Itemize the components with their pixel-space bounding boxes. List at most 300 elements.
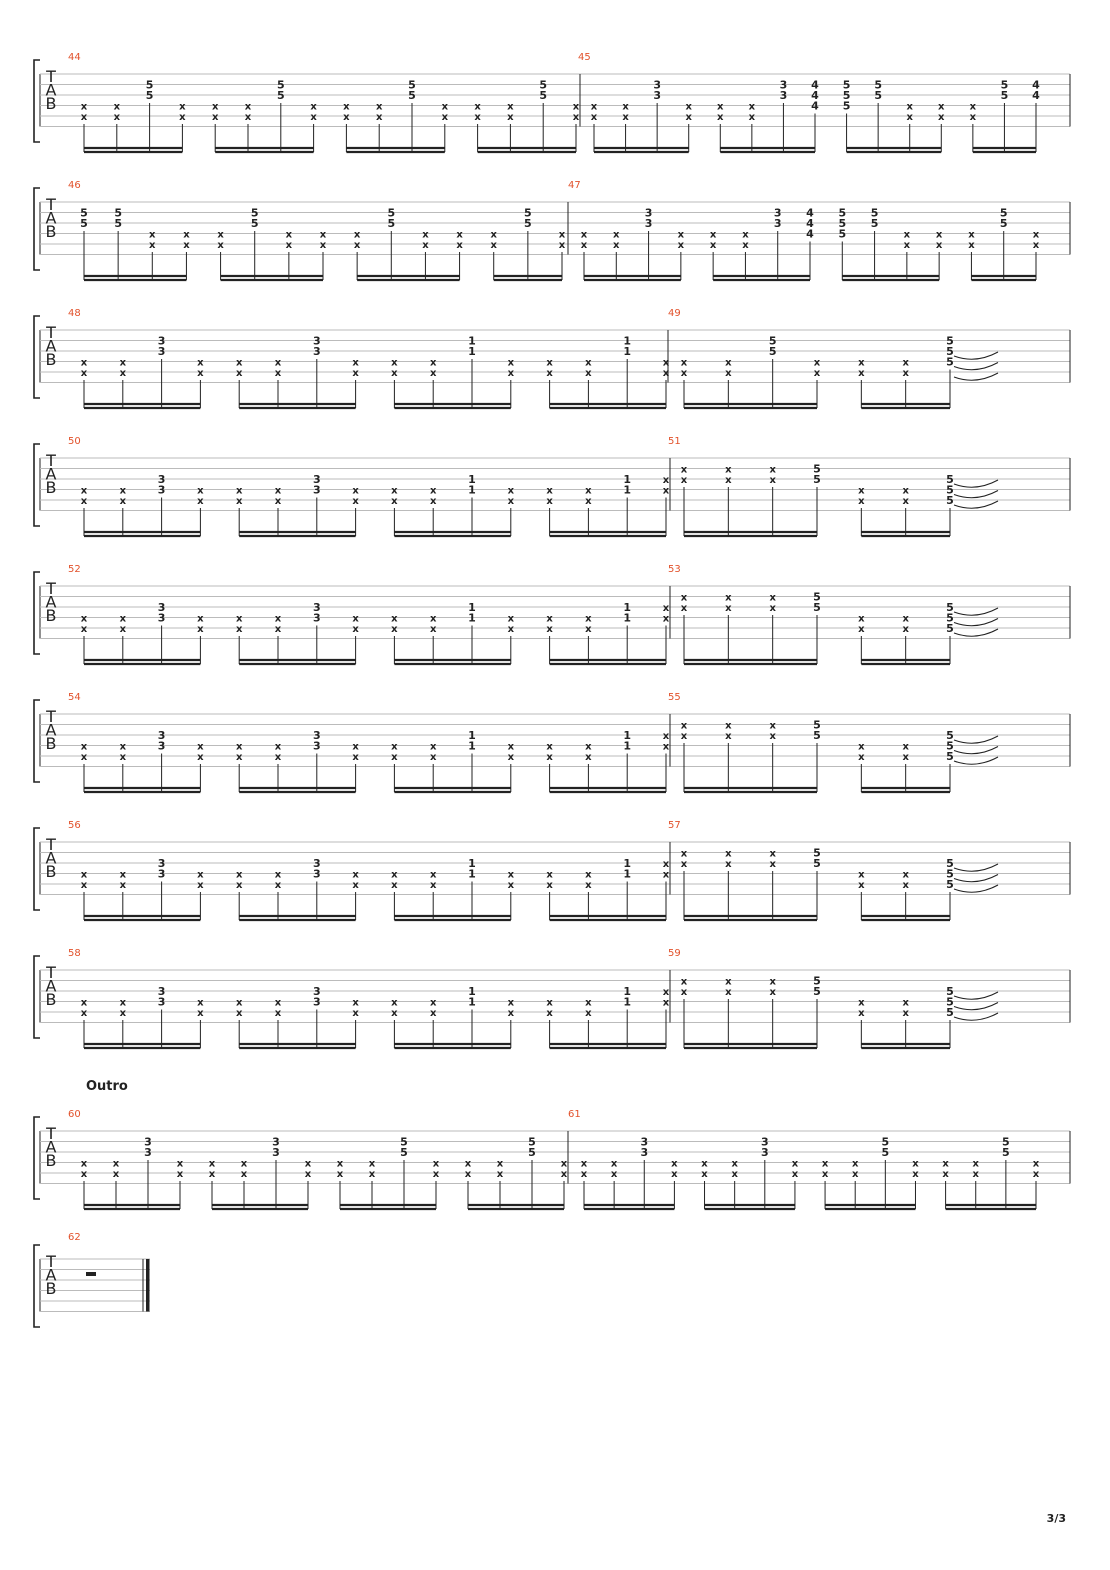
dead-note: x xyxy=(902,1008,909,1019)
fret-number: 5 xyxy=(408,78,416,92)
measure-number: 58 xyxy=(68,948,81,959)
dead-note: x xyxy=(662,475,670,486)
dead-note: x xyxy=(791,1158,799,1170)
dead-note: x xyxy=(546,613,553,625)
fret-number: 5 xyxy=(946,345,954,358)
dead-note: x xyxy=(585,496,592,507)
dead-note: x xyxy=(851,1169,859,1180)
dead-note: x xyxy=(80,368,88,379)
fret-number: 5 xyxy=(528,1146,536,1159)
tab-clef-letter: B xyxy=(45,350,57,369)
dead-note: x xyxy=(935,240,943,251)
dead-note: x xyxy=(235,613,243,625)
fret-number: 3 xyxy=(144,1146,152,1159)
fret-number: 5 xyxy=(250,206,259,220)
fret-number: 1 xyxy=(468,334,476,348)
dead-note: x xyxy=(725,976,732,988)
dead-note: x xyxy=(731,1169,738,1180)
dead-note: x xyxy=(769,976,776,988)
dead-note: x xyxy=(183,240,190,251)
dead-note: x xyxy=(391,880,398,891)
dead-note: x xyxy=(429,1008,437,1019)
dead-note: x xyxy=(769,475,776,486)
dead-note: x xyxy=(183,229,190,241)
dead-note: x xyxy=(585,1008,592,1019)
dead-note: x xyxy=(942,1169,949,1180)
dead-note: x xyxy=(217,229,224,241)
tab-clef-letter: A xyxy=(45,80,57,100)
fret-number: 5 xyxy=(946,622,954,635)
dead-note: x xyxy=(429,752,437,763)
fret-number: 3 xyxy=(779,78,788,92)
fret-number: 3 xyxy=(644,206,653,220)
dead-note: x xyxy=(903,229,911,241)
tab-clef-letter: A xyxy=(45,1265,57,1285)
system-bracket xyxy=(34,316,40,398)
dead-note: x xyxy=(244,101,252,113)
fret-number: 4 xyxy=(806,227,814,241)
dead-note: x xyxy=(560,1169,568,1180)
fret-number: 3 xyxy=(653,78,661,92)
dead-note: x xyxy=(80,869,88,881)
dead-note: x xyxy=(969,112,977,123)
dead-note: x xyxy=(662,997,670,1009)
fret-number: 1 xyxy=(623,867,632,881)
dead-note: x xyxy=(149,229,156,241)
system-bracket xyxy=(34,1117,40,1199)
dead-note: x xyxy=(352,496,359,507)
fret-number: 3 xyxy=(773,206,782,220)
fret-number: 1 xyxy=(623,739,632,753)
measure-number: 46 xyxy=(68,180,81,191)
fret-number: 3 xyxy=(312,611,321,625)
fret-number: 1 xyxy=(623,473,632,486)
dead-note: x xyxy=(80,752,88,763)
fret-number: 5 xyxy=(528,1135,536,1149)
dead-note: x xyxy=(352,869,359,881)
dead-note: x xyxy=(336,1158,344,1170)
tab-clef-letter: T xyxy=(46,707,56,726)
tab-clef-letter: B xyxy=(45,94,57,113)
dead-note: x xyxy=(558,229,566,241)
fret-number: 3 xyxy=(157,857,166,870)
dead-note: x xyxy=(622,112,629,123)
fret-number: 5 xyxy=(838,206,847,220)
dead-note: x xyxy=(662,859,670,870)
tab-systems xyxy=(34,52,1070,1327)
dead-note: x xyxy=(662,485,670,497)
dead-note: x xyxy=(119,880,127,891)
dead-note: x xyxy=(748,101,756,113)
dead-note: x xyxy=(375,112,383,123)
dead-note: x xyxy=(208,1158,216,1170)
dead-note: x xyxy=(546,485,553,497)
dead-note: x xyxy=(235,741,243,753)
dead-note: x xyxy=(902,613,909,625)
fret-number: 5 xyxy=(276,78,285,92)
fret-number: 3 xyxy=(312,483,321,497)
fret-number: 5 xyxy=(946,739,954,753)
dead-note: x xyxy=(590,112,598,123)
dead-note: x xyxy=(274,1008,282,1019)
dead-note: x xyxy=(456,229,463,241)
dead-note: x xyxy=(80,880,88,891)
dead-note: x xyxy=(352,357,359,369)
dead-note: x xyxy=(858,368,865,379)
let-ring-tie xyxy=(954,864,998,871)
dead-note: x xyxy=(113,101,121,113)
fret-number: 3 xyxy=(157,601,166,614)
tab-clef-letter: T xyxy=(46,195,56,214)
dead-note: x xyxy=(858,496,865,507)
dead-note: x xyxy=(80,1169,88,1180)
dead-note: x xyxy=(662,357,670,369)
measure-number: 56 xyxy=(68,820,81,831)
dead-note: x xyxy=(352,613,359,625)
dead-note: x xyxy=(274,485,282,497)
dead-note: x xyxy=(769,720,776,732)
fret-number: 5 xyxy=(1002,1135,1010,1149)
fret-number: 5 xyxy=(838,217,847,230)
fret-number: 5 xyxy=(813,718,821,732)
fret-number: 1 xyxy=(623,729,632,742)
fret-number: 5 xyxy=(881,1146,890,1159)
dead-note: x xyxy=(572,112,580,123)
dead-note: x xyxy=(725,464,732,476)
fret-number: 5 xyxy=(1000,89,1009,102)
fret-number: 5 xyxy=(874,89,882,102)
dead-note: x xyxy=(353,229,361,241)
dead-note: x xyxy=(310,112,317,123)
tab-clef-letter: T xyxy=(46,1124,56,1143)
fret-number: 1 xyxy=(623,611,632,625)
dead-note: x xyxy=(474,112,481,123)
dead-note: x xyxy=(680,368,688,379)
dead-note: x xyxy=(685,101,692,113)
fret-number: 5 xyxy=(400,1146,408,1159)
dead-note: x xyxy=(119,741,127,753)
fret-number: 1 xyxy=(468,345,476,358)
tab-clef-letter: A xyxy=(45,208,57,228)
dead-note: x xyxy=(968,240,975,251)
dead-note: x xyxy=(274,869,282,881)
dead-note: x xyxy=(662,368,670,379)
tab-clef-letter: A xyxy=(45,976,57,996)
dead-note: x xyxy=(429,624,437,635)
fret-number: 1 xyxy=(623,857,632,870)
dead-note: x xyxy=(149,240,156,251)
dead-note: x xyxy=(546,496,553,507)
dead-note: x xyxy=(851,1158,859,1170)
fret-number: 5 xyxy=(946,729,954,742)
dead-note: x xyxy=(677,240,685,251)
dead-note: x xyxy=(274,752,282,763)
fret-number: 3 xyxy=(157,985,166,998)
fret-number: 1 xyxy=(623,345,632,358)
let-ring-tie xyxy=(954,501,998,508)
dead-note: x xyxy=(585,741,592,753)
fret-number: 5 xyxy=(870,217,879,230)
fret-number: 5 xyxy=(946,611,954,625)
dead-note: x xyxy=(858,880,865,891)
tab-system xyxy=(34,948,1070,1048)
dead-note: x xyxy=(1032,1169,1040,1180)
dead-note: x xyxy=(310,101,317,113)
dead-note: x xyxy=(725,848,732,860)
dead-note: x xyxy=(671,1169,678,1180)
dead-note: x xyxy=(235,1008,243,1019)
dead-note: x xyxy=(585,880,592,891)
dead-note: x xyxy=(902,752,909,763)
dead-note: x xyxy=(285,240,293,251)
dead-note: x xyxy=(858,752,865,763)
dead-note: x xyxy=(352,997,359,1009)
dead-note: x xyxy=(585,869,592,881)
fret-number: 3 xyxy=(653,89,661,102)
dead-note: x xyxy=(680,976,688,988)
fret-number: 5 xyxy=(881,1135,890,1149)
dead-note: x xyxy=(507,496,515,507)
dead-note: x xyxy=(507,752,515,763)
let-ring-tie xyxy=(954,1003,998,1010)
dead-note: x xyxy=(507,880,515,891)
dead-note: x xyxy=(429,357,437,369)
dead-note: x xyxy=(80,357,88,369)
dead-note: x xyxy=(1032,229,1040,241)
tab-clef-letter: B xyxy=(45,606,57,625)
dead-note: x xyxy=(902,869,909,881)
dead-note: x xyxy=(572,101,580,113)
dead-note: x xyxy=(197,496,204,507)
dead-note: x xyxy=(197,368,204,379)
dead-note: x xyxy=(179,112,186,123)
dead-note: x xyxy=(235,357,243,369)
dead-note: x xyxy=(580,1158,588,1170)
dead-note: x xyxy=(490,229,497,241)
fret-number: 5 xyxy=(400,1135,408,1149)
dead-note: x xyxy=(748,112,756,123)
dead-note: x xyxy=(742,240,749,251)
fret-number: 3 xyxy=(312,867,321,881)
dead-note: x xyxy=(456,240,463,251)
dead-note: x xyxy=(613,240,620,251)
dead-note: x xyxy=(391,368,398,379)
dead-note: x xyxy=(285,229,293,241)
dead-note: x xyxy=(80,1158,88,1170)
fret-number: 5 xyxy=(387,206,396,220)
dead-note: x xyxy=(622,101,629,113)
dead-note: x xyxy=(391,485,398,497)
fret-number: 5 xyxy=(946,878,954,891)
dead-note: x xyxy=(507,997,515,1009)
dead-note: x xyxy=(546,752,553,763)
dead-note: x xyxy=(680,848,688,860)
dead-note: x xyxy=(235,752,243,763)
dead-note: x xyxy=(304,1158,312,1170)
measure-number: 49 xyxy=(668,308,681,319)
fret-number: 3 xyxy=(644,217,653,230)
fret-number: 5 xyxy=(999,217,1008,230)
dead-note: x xyxy=(813,368,821,379)
dead-note: x xyxy=(821,1169,829,1180)
dead-note: x xyxy=(560,1158,568,1170)
dead-note: x xyxy=(858,613,865,625)
dead-note: x xyxy=(429,741,437,753)
dead-note: x xyxy=(235,997,243,1009)
tab-clef-letter: B xyxy=(45,478,57,497)
measure-number: 62 xyxy=(68,1232,81,1243)
fret-number: 3 xyxy=(157,739,166,753)
dead-note: x xyxy=(507,1008,515,1019)
dead-note: x xyxy=(429,485,437,497)
dead-note: x xyxy=(912,1158,919,1170)
dead-note: x xyxy=(197,1008,204,1019)
dead-note: x xyxy=(197,869,204,881)
dead-note: x xyxy=(119,368,127,379)
dead-note: x xyxy=(742,229,749,241)
dead-note: x xyxy=(197,485,204,497)
dead-note: x xyxy=(610,1169,618,1180)
fret-number: 4 xyxy=(811,99,819,113)
dead-note: x xyxy=(368,1158,376,1170)
fret-number: 3 xyxy=(157,334,166,348)
fret-number: 3 xyxy=(312,985,321,998)
dead-note: x xyxy=(119,997,127,1009)
fret-number: 5 xyxy=(539,89,548,102)
fret-number: 5 xyxy=(1002,1146,1010,1159)
fret-number: 3 xyxy=(157,345,166,358)
dead-note: x xyxy=(496,1158,504,1170)
dead-note: x xyxy=(507,741,515,753)
system-bracket xyxy=(34,700,40,782)
measure-number: 53 xyxy=(668,564,681,575)
system-bracket xyxy=(34,828,40,910)
tab-system xyxy=(34,1232,150,1327)
dead-note: x xyxy=(391,357,398,369)
let-ring-tie xyxy=(954,352,998,359)
dead-note: x xyxy=(685,112,692,123)
let-ring-tie xyxy=(954,1013,998,1020)
dead-note: x xyxy=(725,859,732,870)
dead-note: x xyxy=(429,880,437,891)
dead-note: x xyxy=(858,624,865,635)
dead-note: x xyxy=(709,229,717,241)
dead-note: x xyxy=(80,496,88,507)
fret-number: 1 xyxy=(468,473,476,486)
fret-number: 1 xyxy=(623,483,632,497)
measure-number: 54 xyxy=(68,692,81,703)
dead-note: x xyxy=(391,752,398,763)
dead-note: x xyxy=(507,485,515,497)
tab-clef-letter: A xyxy=(45,720,57,740)
dead-note: x xyxy=(935,229,943,241)
fret-number: 5 xyxy=(250,217,259,230)
dead-note: x xyxy=(352,368,359,379)
dead-note: x xyxy=(197,741,204,753)
dead-note: x xyxy=(912,1169,919,1180)
dead-note: x xyxy=(80,741,88,753)
dead-note: x xyxy=(906,112,913,123)
dead-note: x xyxy=(769,464,776,476)
fret-number: 4 xyxy=(806,206,814,220)
dead-note: x xyxy=(580,240,588,251)
measure-number: 59 xyxy=(668,948,681,959)
system-bracket xyxy=(34,444,40,526)
dead-note: x xyxy=(217,240,224,251)
dead-note: x xyxy=(391,624,398,635)
let-ring-tie xyxy=(954,480,998,487)
fret-number: 1 xyxy=(468,867,476,881)
dead-note: x xyxy=(441,101,449,113)
dead-note: x xyxy=(429,869,437,881)
system-bracket xyxy=(34,1245,40,1327)
fret-number: 5 xyxy=(999,206,1008,220)
fret-number: 3 xyxy=(157,995,166,1009)
dead-note: x xyxy=(680,731,688,742)
tab-clef-letter: T xyxy=(46,323,56,342)
fret-number: 3 xyxy=(312,345,321,358)
dead-note: x xyxy=(585,357,592,369)
dead-note: x xyxy=(725,475,732,486)
dead-note: x xyxy=(858,357,865,369)
fret-number: 3 xyxy=(760,1135,769,1149)
dead-note: x xyxy=(902,624,909,635)
dead-note: x xyxy=(244,112,252,123)
fret-number: 5 xyxy=(813,846,821,860)
dead-note: x xyxy=(274,741,282,753)
dead-note: x xyxy=(942,1158,949,1170)
dead-note: x xyxy=(546,741,553,753)
fret-number: 5 xyxy=(114,206,122,220)
fret-number: 3 xyxy=(272,1146,280,1159)
measure-number: 51 xyxy=(668,436,681,447)
fret-number: 1 xyxy=(623,995,632,1009)
dead-note: x xyxy=(546,880,553,891)
dead-note: x xyxy=(725,987,732,998)
dead-note: x xyxy=(769,603,776,614)
dead-note: x xyxy=(580,1169,588,1180)
dead-note: x xyxy=(821,1158,829,1170)
dead-note: x xyxy=(507,112,514,123)
dead-note: x xyxy=(585,997,592,1009)
fret-number: 5 xyxy=(874,78,882,92)
tab-clef-letter: T xyxy=(46,579,56,598)
dead-note: x xyxy=(197,880,204,891)
measure-number: 44 xyxy=(68,52,81,63)
dead-note: x xyxy=(474,101,481,113)
dead-note: x xyxy=(858,997,865,1009)
tab-system xyxy=(34,436,1070,536)
dead-note: x xyxy=(112,1158,120,1170)
dead-note: x xyxy=(422,229,429,241)
fret-number: 1 xyxy=(468,611,476,625)
tab-clef-letter: B xyxy=(45,1151,57,1170)
dead-note: x xyxy=(546,1008,553,1019)
system-bracket xyxy=(34,956,40,1038)
fret-number: 5 xyxy=(813,590,821,604)
tab-clef-letter: B xyxy=(45,1279,57,1298)
fret-number: 5 xyxy=(838,227,847,241)
tab-clef-letter: T xyxy=(46,963,56,982)
dead-note: x xyxy=(858,1008,865,1019)
fret-number: 5 xyxy=(539,78,548,92)
fret-number: 3 xyxy=(157,611,166,625)
dead-note: x xyxy=(319,229,327,241)
dead-note: x xyxy=(368,1169,376,1180)
dead-note: x xyxy=(391,613,398,625)
dead-note: x xyxy=(80,624,88,635)
tab-clef-letter: A xyxy=(45,464,57,484)
